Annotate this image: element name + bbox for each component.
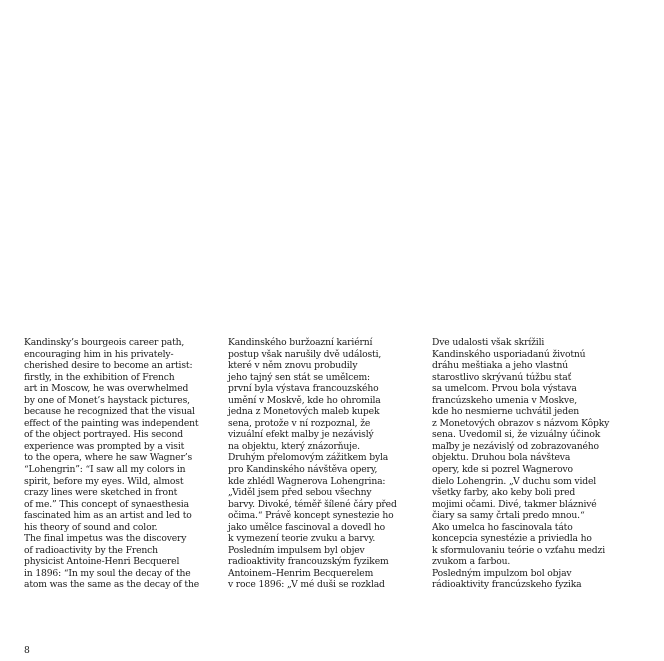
text-line: barvy. Divoké, téměř šílené čáry před [228,498,397,510]
text-line: atom was the same as the decay of the [24,579,200,591]
text-line: na objektu, který znázorňuje. [228,440,360,452]
text-line: postup však narušily dvě události, [228,348,382,360]
text-line: dráhu meštiaka a jeho vlastnú [432,360,568,372]
text-line: vizuální efekt malby je nezávislý [228,429,374,441]
text-line: první byla výstava francouzského [228,383,379,395]
text-line: Posledným impulzom bol objav [432,567,572,579]
page-number: 8 [24,645,30,656]
text-line: of me.” This concept of synaesthesia [24,498,189,510]
text-column-slovak [432,337,632,591]
text-line: dielo Lohengrin. „V duchu som videl [432,475,597,487]
text-line: Antoinem–Henrim Becquerelem [228,567,374,579]
text-line: k vymezení teorie zvuku a barvy. [228,533,376,545]
text-line: Kandinského usporiadanú životnú [432,348,586,360]
text-line: The final impetus was the discovery [24,533,187,545]
text-line: čiary sa samy črtali predo mnou.“ [432,510,585,522]
text-line: opery, kde si pozrel Wagnerovo [432,464,573,476]
text-line: z Monetových obrazov s názvom Kôpky [432,417,610,429]
text-line: umění v Moskvě, kde ho ohromila [228,394,381,406]
text-line: rádioaktivity francúzskeho fyzika [432,579,582,591]
text-line: jako umělce fascinoval a dovedl ho [228,521,386,533]
text-line: in 1896: “In my soul the decay of the [24,567,191,579]
text-line: Kandinského buržoazní kariérní [228,337,373,348]
text-line: crazy lines were sketched in front [24,487,178,499]
text-line: pro Kandinského návštěva opery, [228,464,378,476]
text-line: encouraging him in his privately- [24,348,174,360]
text-line: to the opera, where he saw Wagner’s [24,452,193,464]
text-line: spirit, before my eyes. Wild, almost [24,475,184,487]
text-line: starostlivo skrývanú túžbu stať [432,371,572,383]
text-line: „Viděl jsem před sebou všechny [228,487,372,499]
text-line: očima.“ Právě koncept synestezie ho [228,510,394,522]
text-line: kde zhlédl Wagnerova Lohengrina: [228,475,386,487]
text-line: sena, protože v ní rozpoznal, že [228,417,371,429]
text-line: zvukom a farbou. [432,556,511,568]
text-line: francúzskeho umenia v Moskve, [432,394,578,406]
text-column-czech [228,337,428,591]
text-line: jeho tajný sen stát se umělcem: [228,371,371,383]
text-line: because he recognized that the visual [24,406,195,418]
text-line: fascinated him as an artist and led to [24,510,192,522]
text-line: of the object portrayed. His second [24,429,183,441]
text-line: sa umelcom. Prvou bola výstava [432,383,577,395]
text-line: art in Moscow, he was overwhelmed [24,383,189,395]
text-line: Dve udalosti však skrížili [432,337,545,348]
text-line: maľby je nezávislý od zobrazovaného [432,440,599,452]
text-line: his theory of sound and color. [24,521,158,533]
text-line: jedna z Monetových maleb kupek [228,406,380,418]
text-line: physicist Antoine-Henri Becquerel [24,556,180,568]
text-line: effect of the painting was independent [24,417,199,429]
text-line: Posledním impulsem byl objev [228,544,365,556]
text-line: mojimi očami. Divé, takmer bláznivé [432,498,597,510]
text-line: všetky farby, ako keby boli pred [432,487,576,499]
text-line: Druhým přelomovým zážitkem byla [228,452,389,464]
text-line: “Lohengrin”: “I saw all my colors in [24,464,186,476]
text-line: experience was prompted by a visit [24,440,185,452]
text-line: koncepcia synestézie a priviedla ho [432,533,592,545]
text-line: Kandinsky’s bourgeois career path, [24,337,185,348]
text-line: objektu. Druhou bola návšteva [432,452,571,464]
text-line: k sformulovaniu teórie o vzťahu medzi [432,544,606,556]
text-line: Ako umelca ho fascinovala táto [432,521,573,533]
text-column-english [24,337,224,591]
text-line: radioaktivity francouzským fyzikem [228,556,389,568]
text-line: firstly, in the exhibition of French [24,371,175,383]
text-line: v roce 1896: „V mé duši se rozklad [228,579,385,591]
text-line: by one of Monet’s haystack pictures, [24,394,190,406]
text-line: sena. Uvedomil si, že vizuálny účinok [432,429,601,441]
text-line: kde ho nesmierne uchvátil jeden [432,406,580,418]
text-line: of radioactivity by the French [24,544,158,556]
text-line: cherished desire to become an artist: [24,360,193,372]
text-line: které v něm znovu probudily [228,360,358,372]
